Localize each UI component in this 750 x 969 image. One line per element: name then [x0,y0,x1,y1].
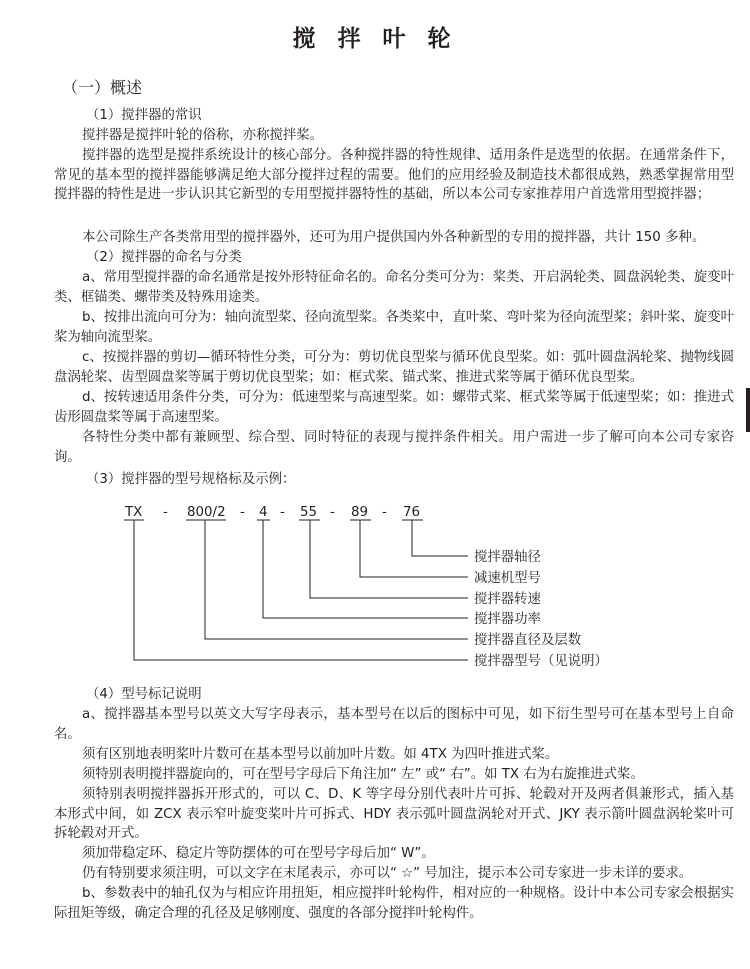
s2-paragraph-d: d、按转速适用条件分类，可分为：低速型桨与高速型桨。如：螺带式桨、框式桨等属于低速型桨；如：推进式齿形圆盘桨等属于高速型桨。 [54,390,734,425]
section-heading: （一）概述 [62,78,143,97]
s4-paragraph-b: b、参数表中的轴孔仅为与相应许用扭矩，相应搅拌叶轮构件，相对应的一种规格。设计中本公司专家会根据实际扭矩等级，确定合理的孔径及足够刚度、强度的各部分搅拌叶轮构件。 [54,886,734,921]
subsection-4-heading: （4）型号标记说明 [86,687,202,702]
s1-paragraph-1: 搅拌器是搅拌叶轮的俗称，亦称搅拌桨。 [82,128,324,143]
code-part-tx: TX [125,505,143,520]
s2-paragraph-a: a、常用型搅拌器的命名通常是按外形特征命名的。命名分类可分为：桨类、开启涡轮类、圆盘涡轮类、旋变叶类、框锚类、螺带类及特殊用途类。 [54,270,734,305]
leader-shaft [412,520,468,556]
leader-power [263,520,468,618]
label-diameter-layers: 搅拌器直径及层数 [474,633,582,648]
s2-paragraph-c: c、按搅拌器的剪切—循环特性分类，可分为：剪切优良型桨与循环优良型桨。如：弧叶圆盘涡轮桨、抛物线圆盘涡轮桨、齿型圆盘桨等属于剪切优良型桨；如：框式桨、锚式桨、推进式桨等属于循环优良型桨。 [54,350,734,385]
leader-diameter [205,520,468,639]
s4-paragraph-a: a、搅拌器基本型号以英文大写字母表示，基本型号在以后的图标中可见，如下衍生型号可在基本型号上自命名。 [54,707,734,742]
s1-paragraph-2: 搅拌器的选型是搅拌系统设计的核心部分。各种搅拌器的特性规律、适用条件是选型的依据。在通常条件下，常见的基本型的搅拌器能够满足绝大部分搅拌过程的需要。他们的应用经验及制造技术都很成熟，熟悉掌握常用型搅拌器的特性是进一步认识其它新型的专用型搅拌器特性的基础，所以本公司专家推荐用户首选常用型搅拌器； [54,148,734,203]
code-dash-1: - [163,505,168,520]
label-power: 搅拌器功率 [474,612,541,627]
code-dash-2: - [240,505,245,520]
code-part-shaft: 76 [403,505,421,520]
label-shaft-diameter: 搅拌器轴径 [474,550,541,565]
subsection-1-heading: （1）搅拌器的常识 [86,108,202,123]
code-part-reducer: 89 [351,505,369,520]
leader-reducer [360,520,468,577]
page-title: 搅 拌 叶 轮 [292,26,458,52]
code-dash-4: - [330,505,335,520]
s4-paragraph-blade-count: 须有区别地表明桨叶片数可在基本型号以前加叶片数。如 4TX 为四叶推进式桨。 [82,747,559,762]
s2-paragraph-summary: 各特性分类中都有兼顾型、综合型、同时特征的表现与搅拌条件相关。用户需进一步了解可向本公司专家咨询。 [54,430,734,465]
label-reducer-model: 减速机型号 [474,571,541,586]
leader-speed [310,520,468,598]
s1-paragraph-3: 本公司除生产各类常用型的搅拌器外，还可为用户提供国内外各种新型的专用的搅拌器，共计 150 多种。 [82,230,706,245]
label-type: 搅拌器型号（见说明） [474,654,608,669]
code-part-power: 4 [259,505,268,520]
s4-paragraph-special: 仍有特别要求须注明，可以文字在末尾表示，亦可以“ ☆” 号加注，提示本公司专家进一步未详的要求。 [82,866,693,881]
edge-tab-marker [746,388,750,432]
subsection-3-heading: （3）搅拌器的型号规格标及示例： [86,472,296,487]
s2-paragraph-b: b、按排出流向可分为：轴向流型桨、径向流型桨。各类桨中，直叶桨、弯叶桨为径向流型桨；斜叶桨、旋变叶桨为轴向流型桨。 [54,310,734,345]
code-dash-3: - [280,505,285,520]
s4-paragraph-split: 须特别表明搅拌器拆开形式的，可以 C、D、K 等字母分别代表叶片可拆、轮毂对开及两者俱兼形式，插入基本形式中间，如 ZCX 表示窄叶旋变桨叶片可拆式、HDY 表示弧叶圆盘涡轮对开式、JKY 表示箭叶圆盘涡轮桨叶可拆轮毂对开式。 [54,787,734,842]
label-speed: 搅拌器转速 [474,592,541,607]
code-part-diameter: 800/2 [187,505,226,520]
code-dash-5: - [382,505,387,520]
s4-paragraph-stabilizer: 须加带稳定环、稳定片等防摆体的可在型号字母后加“ W”。 [82,846,435,861]
s4-paragraph-rotation: 须特别表明搅拌器旋向的，可在型号字母后下角注加“ 左” 或“ 右”。如 TX 右为右旋推进式桨。 [82,767,644,782]
code-part-speed: 55 [300,505,318,520]
subsection-2-heading: （2）搅拌器的命名与分类 [86,250,242,265]
